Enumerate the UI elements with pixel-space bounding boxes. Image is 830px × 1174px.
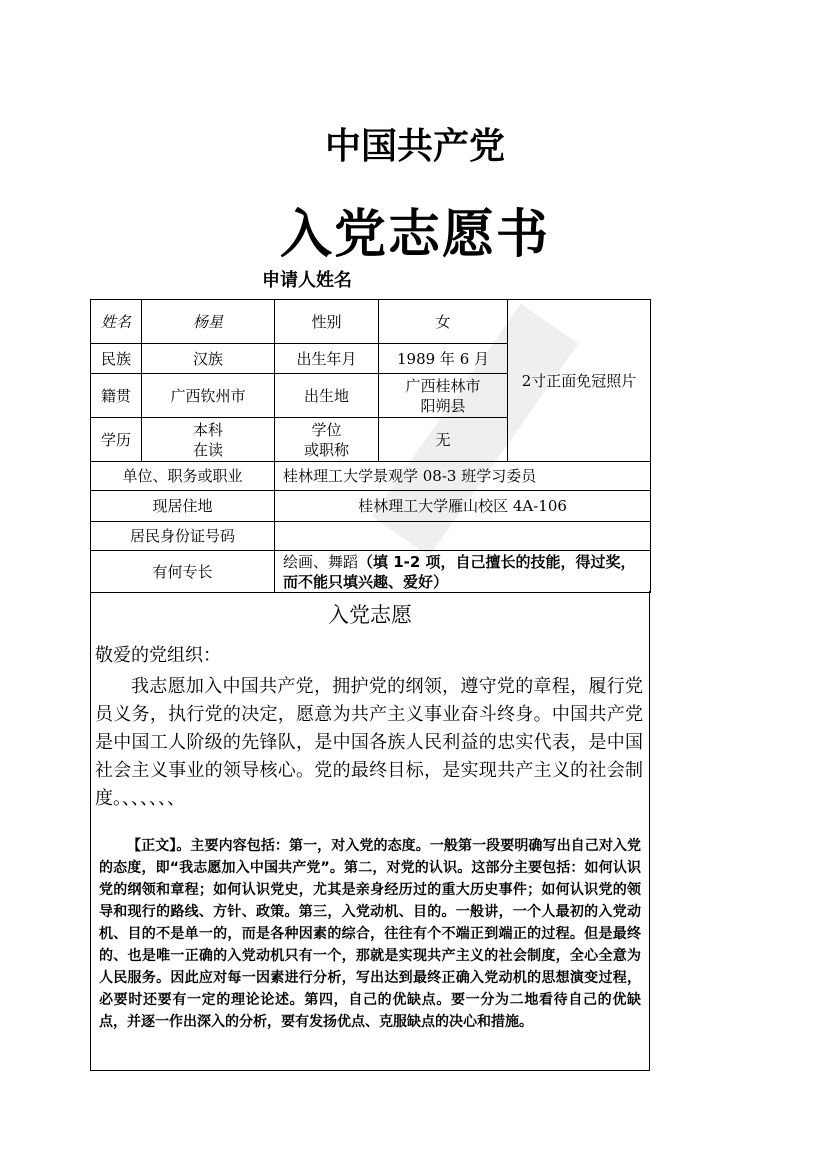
birthplace-line2: 阳朔县 [420, 396, 466, 415]
essay-title: 入党志愿 [328, 603, 412, 627]
education-label: 学历 [91, 418, 142, 462]
ethnicity-field[interactable]: 汉族 [142, 344, 275, 374]
applicant-name-label: 申请人姓名 [262, 270, 352, 291]
photo-text: 2寸正面免冠照片 [521, 371, 637, 390]
unit-field[interactable]: 桂林理工大学景观学 08-3 班学习委员 [275, 462, 651, 491]
address-field[interactable]: 桂林理工大学雁山校区 4A-106 [275, 491, 651, 522]
birthplace-label: 出生地 [275, 374, 379, 418]
education-line2: 在读 [192, 440, 223, 459]
birth-field[interactable]: 1989 年 6 月 [379, 344, 508, 374]
id-label: 居民身份证号码 [91, 522, 275, 551]
essay-guide: 【正文】。主要内容包括：第一，对入党的态度。一般第一段要明确写出自己对入党的态度，即“我志愿加入中国共产党”。第二，对党的认识。这部分主要包括：如何认识党的纲领和章程；如何认识党史，尤其是亲身经历过的重大历史事件；如何认识党的领导和现行的路线、方针、政策。第三，入党动机、目的。一般讲，一个人最初的入党动机、目的不是单一的，而是各种因素的综合，往往有个不端正到端正的过程。但是最终的、也是唯一正确的入党动机只有一个，那就是实现共产主义的社会制度，全心全意为人民服务。因此应对每一因素进行分析，写出达到最终正确入党动机的思想演变过程，必要时还要有一定的理论论述。第四，自己的优缺点。要一分为二地看待自己的优缺点，并逐一作出深入的分析，要有发扬优点、克服缺点的决心和措施。 [99, 838, 641, 1030]
skills-value: 绘画、舞蹈 [283, 552, 359, 571]
degree-field[interactable]: 无 [379, 418, 508, 462]
gender-label: 性别 [275, 300, 379, 344]
address-label: 现居住地 [91, 491, 275, 522]
page-title-line2: 入党志愿书 [279, 205, 550, 265]
ethnicity-label: 民族 [91, 344, 142, 374]
origin-field[interactable]: 广西钦州市 [142, 374, 275, 418]
gender-field[interactable]: 女 [379, 300, 508, 344]
birthplace-field[interactable] [379, 374, 508, 418]
origin-label: 籍贯 [91, 374, 142, 418]
skills-label: 有何专长 [91, 551, 275, 593]
degree-label-line1: 学位 [311, 420, 342, 439]
essay-salutation: 敬爱的党组织： [95, 645, 221, 666]
education-field[interactable] [142, 418, 275, 462]
essay-section[interactable] [90, 591, 650, 1071]
birthplace-line1: 广西桂林市 [405, 376, 481, 395]
degree-label [275, 418, 379, 462]
essay-paragraph: 我志愿加入中国共产党，拥护党的纲领，遵守党的章程，履行党员义务，执行党的决定，愿意为共产主义事业奋斗终身。中国共产党是中国工人阶级的先锋队，是中国各族人民利益的忠实代表，是中国社会主义事业的领导核心。党的最终目标，是实现共产主义的社会制度。、、、、、、 [95, 676, 643, 809]
skills-note: （填 1-2 项，自己擅长的技能，得过奖，而不能只填兴趣、爱好） [283, 552, 636, 591]
birth-label: 出生年月 [275, 344, 379, 374]
name-label: 姓名 [91, 300, 142, 344]
page-title-line1: 中国共产党 [324, 126, 505, 167]
name-field[interactable]: 杨星 [142, 300, 275, 344]
info-table [90, 299, 651, 593]
education-line1: 本科 [192, 420, 223, 439]
photo-box [508, 300, 651, 462]
unit-label: 单位、职务或职业 [91, 462, 275, 491]
skills-field[interactable] [275, 551, 651, 593]
degree-label-line2: 或职称 [303, 440, 349, 459]
id-field[interactable] [275, 522, 651, 551]
